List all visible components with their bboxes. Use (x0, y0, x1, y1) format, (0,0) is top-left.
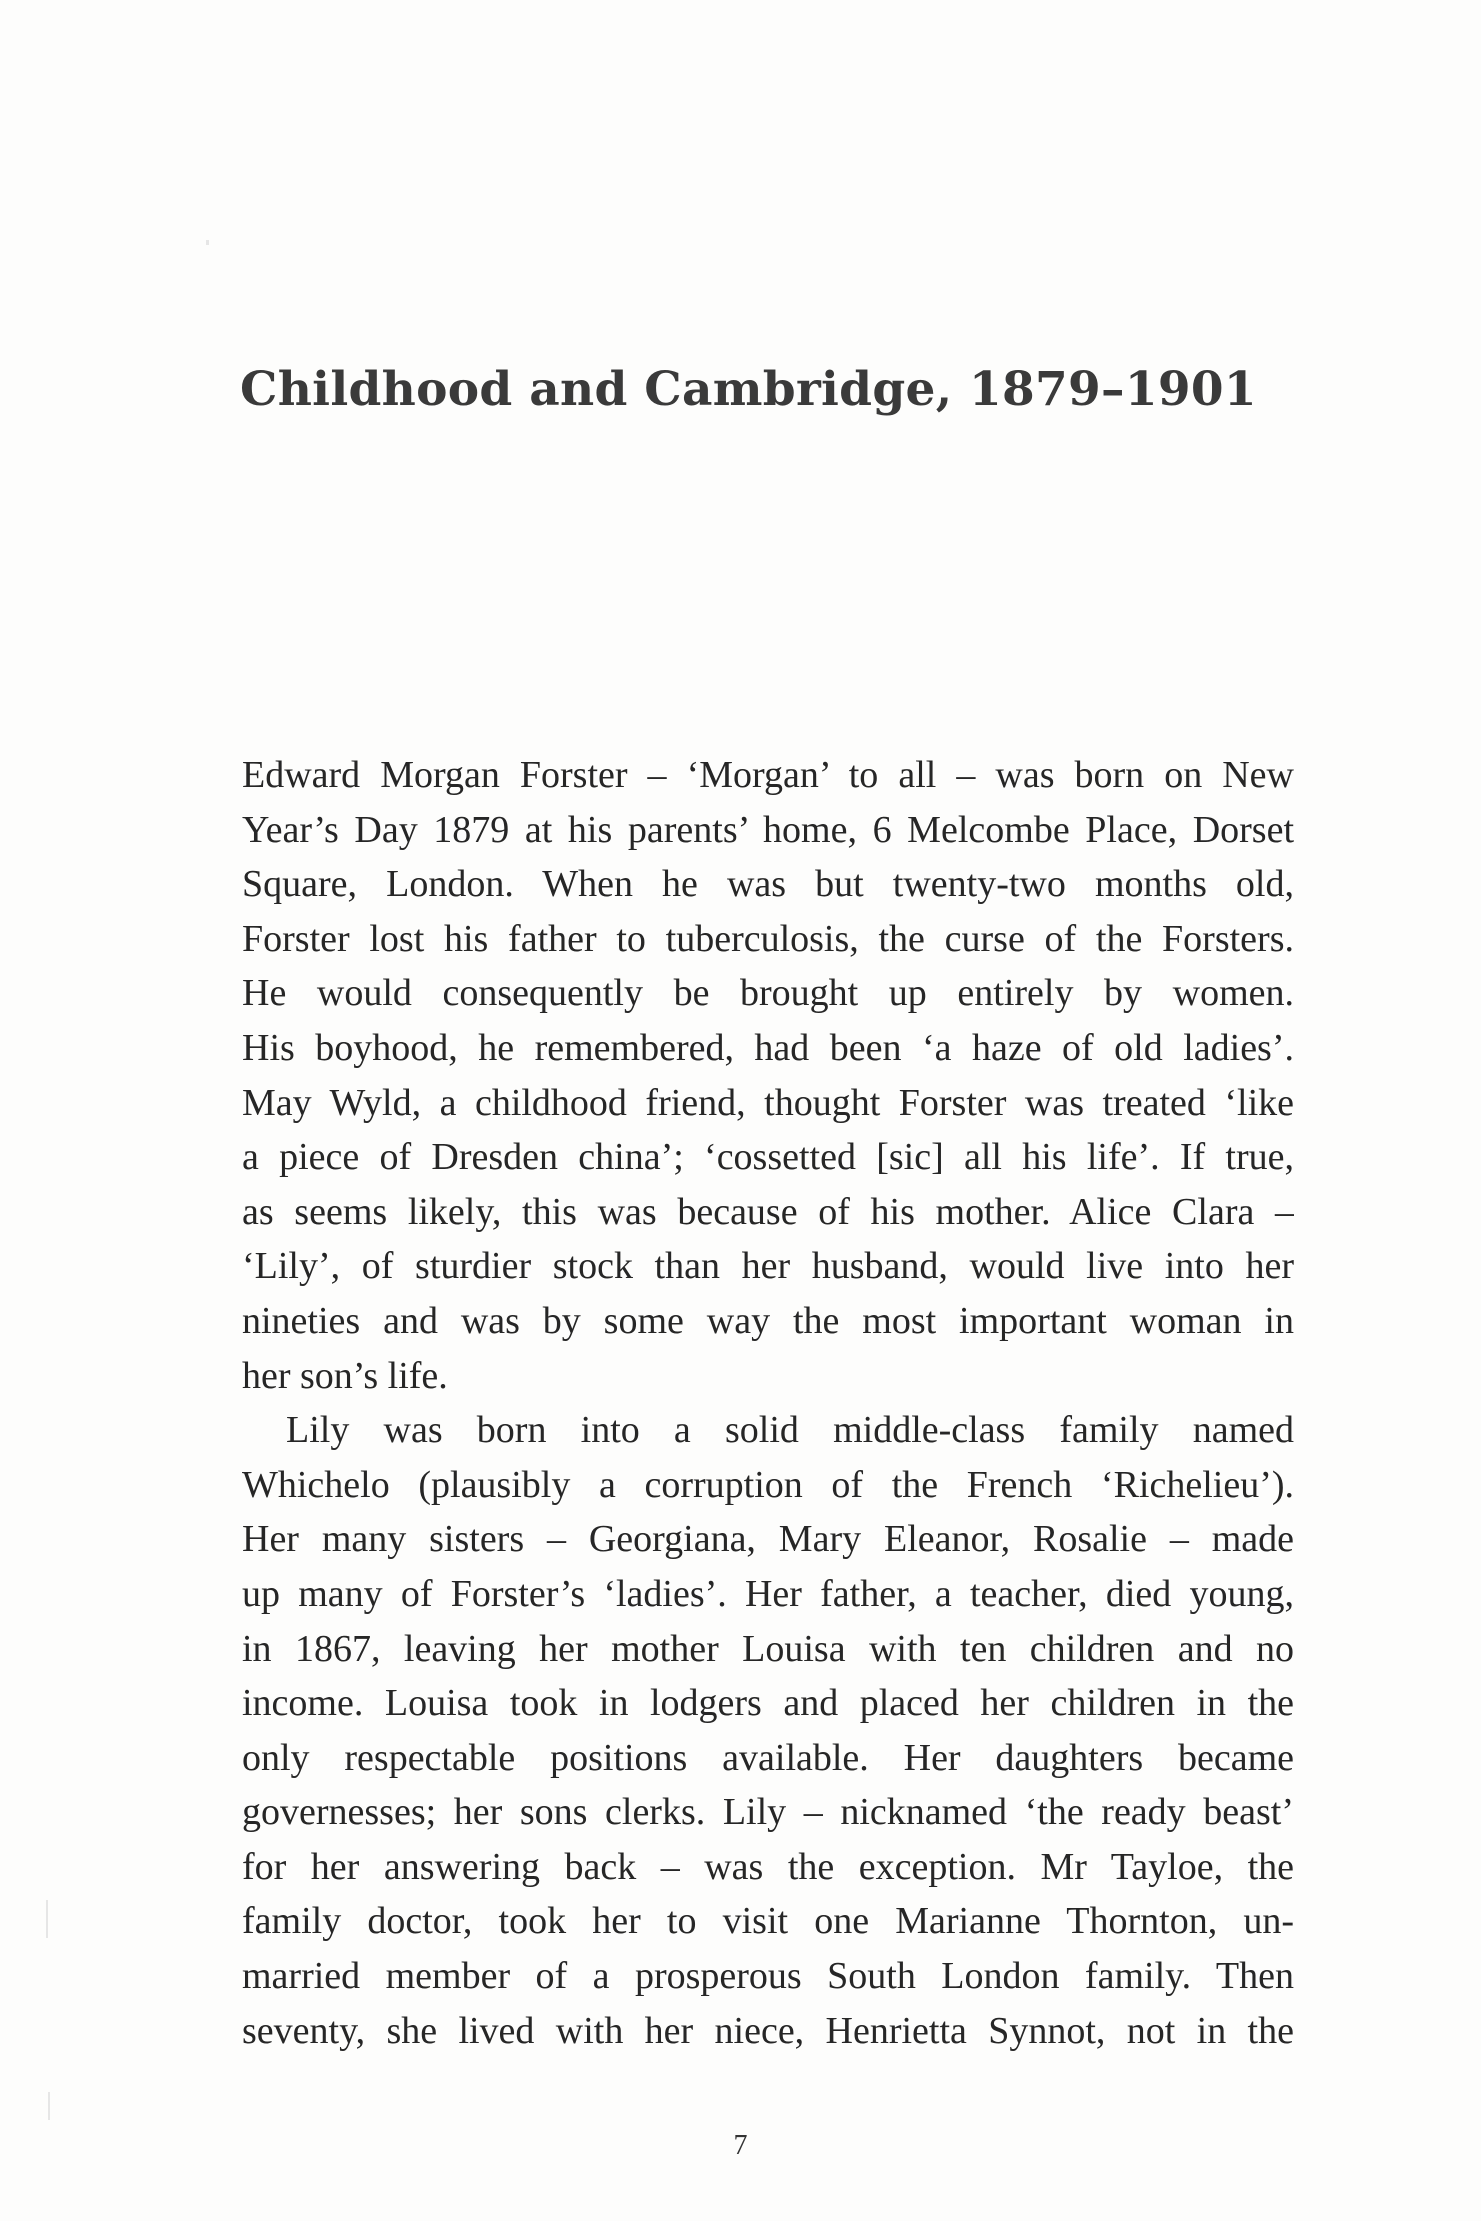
text-line: for her answering back – was the exception. Mr Tayloe, the (242, 1845, 1294, 1888)
text-line: Her many sisters – Georgiana, Mary Eleanor, Rosalie – made (242, 1518, 1294, 1561)
text-line: only respectable positions available. Her daughters became (242, 1736, 1294, 1779)
scan-speck (206, 240, 209, 245)
scan-speck (48, 2092, 50, 2120)
body-text (242, 748, 1294, 2058)
text-line: family doctor, took her to visit one Marianne Thornton, un- (242, 1900, 1294, 1943)
text-line: Edward Morgan Forster – ‘Morgan’ to all – was born on New (242, 754, 1294, 796)
text-line: up many of Forster’s ‘ladies’. Her father, a teacher, died young, (242, 1572, 1294, 1615)
chapter-title: Childhood and Cambridge, 1879–1901 (240, 362, 1257, 417)
text-line: ‘Lily’, of sturdier stock than her husband, would live into her (242, 1245, 1294, 1288)
text-line: His boyhood, he remembered, had been ‘a haze of old ladies’. (242, 1026, 1294, 1069)
text-line: seventy, she lived with her niece, Henrietta Synnot, not in the (242, 2009, 1294, 2052)
text-line: as seems likely, this was because of his mother. Alice Clara – (242, 1190, 1294, 1233)
text-line: in 1867, leaving her mother Louisa with ten children and no (242, 1627, 1294, 1670)
text-line: Year’s Day 1879 at his parents’ home, 6 Melcombe Place, Dorset (242, 808, 1294, 851)
text-line: May Wyld, a childhood friend, thought Forster was treated ‘like (242, 1081, 1294, 1124)
text-line: Lily was born into a solid middle-class family named (286, 1409, 1294, 1452)
text-line: governesses; her sons clerks. Lily – nicknamed ‘the ready beast’ (242, 1791, 1294, 1834)
text-line: Whichelo (plausibly a corruption of the French ‘Richelieu’). (242, 1463, 1294, 1506)
page-number: 7 (733, 2130, 748, 2161)
text-line: nineties and was by some way the most important woman in (242, 1299, 1294, 1342)
text-line: He would consequently be brought up entirely by women. (242, 972, 1294, 1015)
scan-speck (46, 1900, 48, 1938)
text-line: her son’s life. (242, 1354, 448, 1397)
text-line: Forster lost his father to tuberculosis, the curse of the Forsters. (242, 917, 1294, 960)
text-line: a piece of Dresden china’; ‘cossetted [sic] all his life’. If true, (242, 1136, 1294, 1179)
text-line: Square, London. When he was but twenty-two months old, (242, 863, 1294, 906)
text-line: married member of a prosperous South London family. Then (242, 1955, 1294, 1998)
text-line: income. Louisa took in lodgers and placed her children in the (242, 1682, 1294, 1725)
